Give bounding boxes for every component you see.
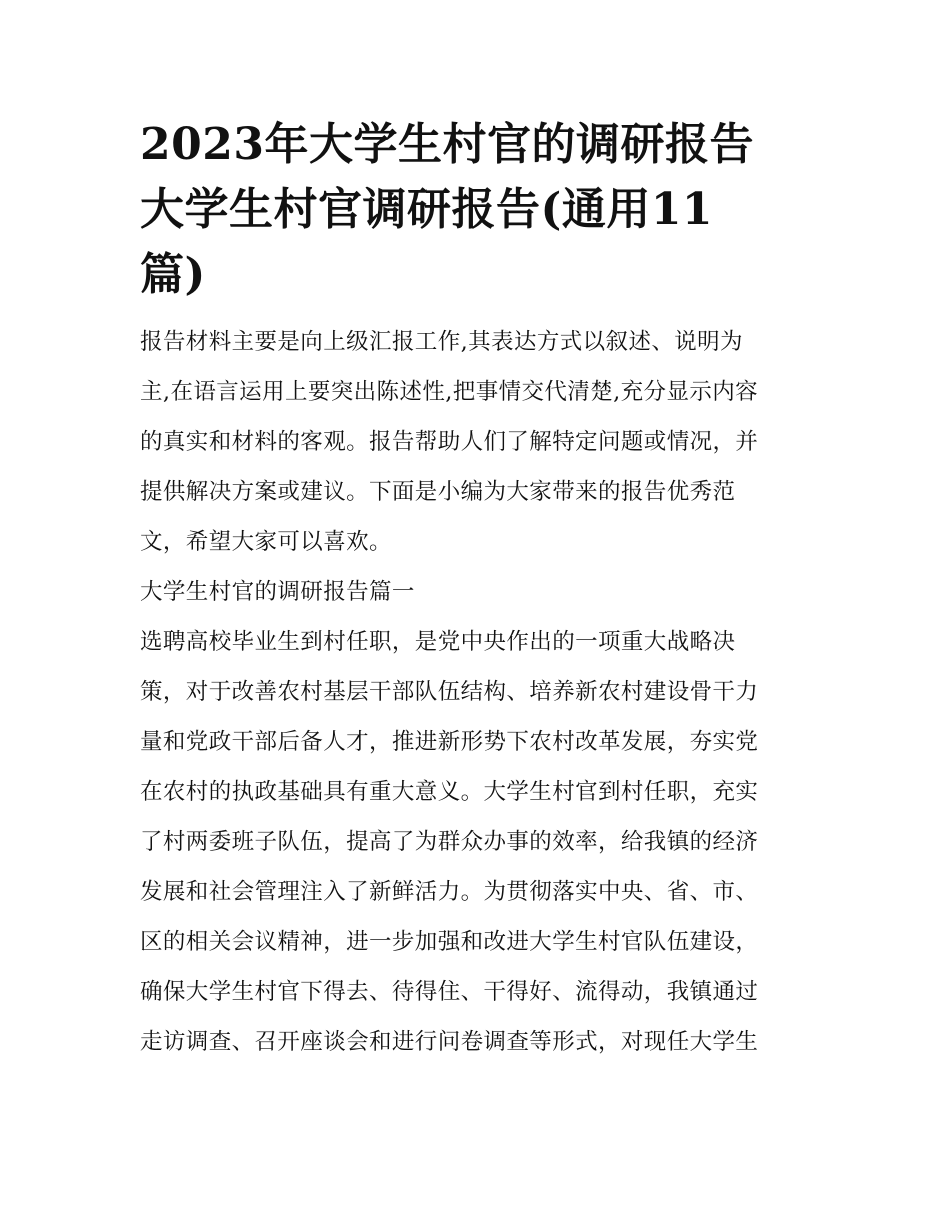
section-line-5: 了村两委班子队伍，提高了为群众办事的效率，给我镇的经济 (140, 829, 759, 855)
document-title (140, 112, 812, 307)
intro-line-1: 报告材料主要是向上级汇报工作,其表达方式以叙述、说明为 (140, 329, 743, 355)
intro-line-2: 主,在语言运用上要突出陈述性,把事情交代清楚,充分显示内容 (140, 379, 759, 405)
title-line-2: 大学生村官调研报告(通用11 (140, 184, 714, 235)
section-line-8: 确保大学生村官下得去、待得住、干得好、流得动，我镇通过 (140, 979, 759, 1005)
section-heading: 大学生村官的调研报告篇一 (140, 579, 415, 605)
section-line-2: 策，对于改善农村基层干部队伍结构、培养新农村建设骨干力 (140, 679, 759, 705)
section-line-1: 选聘高校毕业生到村任职，是党中央作出的一项重大战略决 (140, 629, 736, 655)
intro-line-5: 文，希望大家可以喜欢。 (140, 529, 392, 555)
title-line-3: 篇) (140, 249, 206, 300)
section-line-7: 区的相关会议精神，进一步加强和改进大学生村官队伍建设， (140, 929, 759, 955)
intro-line-4: 提供解决方案或建议。下面是小编为大家带来的报告优秀范 (140, 479, 736, 505)
section-line-3: 量和党政干部后备人才，推进新形势下农村改革发展，夯实党 (140, 729, 759, 755)
title-line-1: 2023年大学生村官的调研报告 (140, 119, 754, 170)
document-body (140, 325, 812, 1075)
section-line-6: 发展和社会管理注入了新鲜活力。为贯彻落实中央、省、市、 (140, 879, 759, 905)
intro-line-3: 的真实和材料的客观。报告帮助人们了解特定问题或情况，并 (140, 429, 759, 455)
section-line-4: 在农村的执政基础具有重大意义。大学生村官到村任职，充实 (140, 779, 759, 805)
document-page (140, 112, 812, 1075)
section-line-9: 走访调查、召开座谈会和进行问卷调查等形式，对现任大学生 (140, 1029, 759, 1055)
